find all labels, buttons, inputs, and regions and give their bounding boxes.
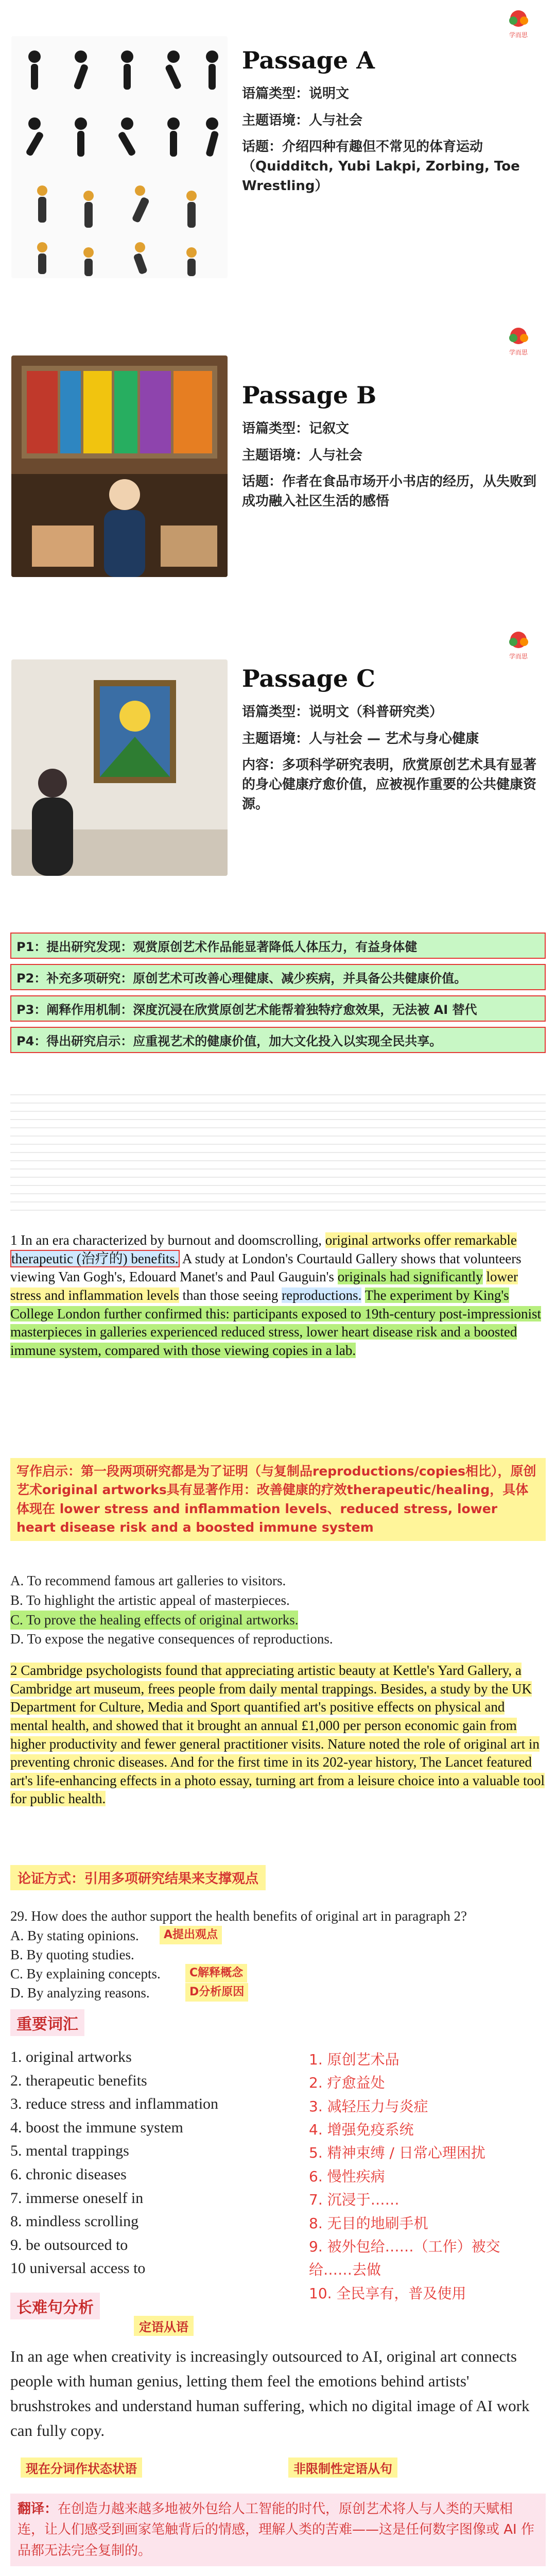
long-sentence-text: In an age when creativity is increasingly outsourced to AI, original art connects people with human genius, letting them feel the emotions behind artists' brushstrokes and understand human suffering, which no digital image of AI work can fully copy.	[10, 2347, 530, 2440]
q29-tag-c: C解释概念	[185, 1964, 247, 1982]
para1-highlight-a: original artworks offer remarkable	[325, 1232, 517, 1248]
para1-originals: originals had significantly	[337, 1269, 483, 1285]
structure-p1: P1：提出研究发现：观赏原创艺术作品能显著降低人体压力，有益身体健	[10, 933, 546, 959]
passage-b-section	[0, 325, 556, 613]
vocab-en-9: 9. be outsourced to	[10, 2236, 128, 2253]
argument-method-tip: 论证方式：引用多项研究结果来支撑观点	[10, 1865, 266, 1890]
q29-tag-d: D分析原因	[185, 1983, 248, 2001]
svg-text:学而思: 学而思	[509, 349, 528, 356]
vocab-cn-6: 6. 慢性疾病	[309, 2167, 385, 2185]
passage-b-genre: 语篇类型：记叙文	[242, 421, 350, 436]
vocab-en-1: 1. original artworks	[10, 2048, 132, 2065]
passage-a-section	[0, 0, 556, 309]
passage-a-genre: 语篇类型：说明文	[242, 86, 350, 101]
vocab-cn-3: 3. 减轻压力与炎症	[309, 2097, 428, 2115]
structure-notes	[0, 933, 556, 1221]
vocab-cn-9: 9. 被外包给……（工作）被交给……去做	[309, 2238, 500, 2279]
q29-option-d[interactable]: D. By analyzing reasons.	[10, 1985, 150, 2001]
translation-text: 在创造力越来越多地被外包给人工智能的时代，原创艺术将人与人类的天赋相连，让人们感受到画家笔触背后的情感，理解人类的苦难——这是任何数字图像或 AI 作品都无法完全复制的。	[18, 2501, 534, 2558]
option-d[interactable]: D. To expose the negative consequences of reproductions.	[10, 1631, 333, 1647]
vocab-cn-8: 8. 无目的地刷手机	[309, 2214, 428, 2232]
passage-b-title: Passage B	[242, 381, 377, 409]
passage-c-title: Passage C	[242, 665, 375, 692]
q29-stem: 29. How does the author support the health benefits of original art in paragraph 2?	[10, 1908, 467, 1924]
vocab-en-7: 7. immerse oneself in	[10, 2189, 144, 2207]
sentence-tag-attributive: 定语从语	[134, 2316, 194, 2336]
passage-a-topic: 话题：介绍四种有趣但不常见的体育运动（Quidditch, Yubi Lakpi, Zorbing, Toe Wrestling）	[242, 139, 520, 194]
svg-text:学而思: 学而思	[509, 31, 528, 39]
school-logo	[490, 325, 547, 361]
passage-c-genre: 语篇类型：说明文（科普研究类）	[242, 704, 443, 720]
vocab-en-6: 6. chronic diseases	[10, 2165, 127, 2183]
q29-option-b[interactable]: B. By quoting studies.	[10, 1947, 134, 1963]
q29-option-a[interactable]: A. By stating opinions.	[10, 1928, 139, 1944]
vocab-en-2: 2. therapeutic benefits	[10, 2072, 147, 2089]
para1-therapeutic: therapeutic (治疗的) benefits.	[11, 1250, 179, 1266]
passage-c-theme: 主题语境：人与社会 — 艺术与身心健康	[242, 731, 479, 747]
vocab-en-4: 4. boost the immune system	[10, 2119, 183, 2136]
faded-passage-text	[10, 1087, 546, 1211]
structure-p4: P4：得出研究启示：应重视艺术的健康价值，加大文化投入以实现全民共享。	[10, 1027, 546, 1053]
passage-a-info	[242, 46, 541, 203]
option-b[interactable]: B. To highlight the artistic appeal of masterpieces.	[10, 1592, 290, 1608]
bookstore-photo	[11, 355, 228, 577]
passage-c-section	[0, 629, 556, 917]
paragraph-2	[10, 1662, 546, 1808]
structure-p3: P3：阐释作用机制：深度沉浸在欣赏原创艺术能帮着独特疗愈效果，无法被 AI 替代	[10, 995, 546, 1022]
sentence-tag-participle: 现在分词作状态状语	[21, 2458, 142, 2478]
translation-block	[10, 2494, 546, 2566]
option-a[interactable]: A. To recommend famous art galleries to visitors.	[10, 1573, 286, 1588]
para1-reproductions: reproductions.	[282, 1287, 362, 1303]
passage-b-info	[242, 381, 541, 519]
vocab-cn-7: 7. 沉浸于……	[309, 2191, 399, 2209]
para1-than: than those seeing	[182, 1287, 279, 1303]
passage-a-title: Passage A	[242, 46, 375, 74]
para1-lead: 1 In an era characterized by burnout and doomscrolling,	[10, 1232, 322, 1248]
para2-text: 2 Cambridge psychologists found that appreciating artistic beauty at Kettle's Yard Gallery, a Cambridge art museum, frees people from daily mental trappings. Besides, a study by the UK Department for Culture, Media and Sport quantified art's positive effects on physical and mental health, and showed that it brought an annual £1,000 per person economic gain from higher productivity and fewer general practitioner visits. Nature noted the role of original art in preventing chronic diseases. And for the first time in its 202-year history, The Lancet featured art's life-enhancing effects in a photo essay, turning art from a leisure choice into a valuable tool for public health.	[10, 1663, 545, 1807]
long-sentence-label: 长难句分析	[10, 2293, 100, 2319]
q29-option-c[interactable]: C. By explaining concepts.	[10, 1966, 161, 1982]
para1-experiment: The experiment by King's College London further confirmed this: participants exposed to 19th-century post-impressionist masterpieces in galleries experienced reduced stress, lower heart disease risk and a boosted immune system, compared with those viewing copies in a lab.	[10, 1287, 542, 1358]
vocab-cn-4: 4. 增强免疫系统	[309, 2121, 414, 2139]
passage-c-content: 内容：多项科学研究表明，欣赏原创艺术具有显著的身心健康疗愈价值，应被视作重要的公共健康资源。	[242, 757, 537, 812]
vocab-label: 重要词汇	[10, 2009, 84, 2036]
svg-text:学而思: 学而思	[509, 653, 528, 660]
option-c[interactable]: C. To prove the healing effects of original artworks.	[10, 1611, 298, 1630]
structure-p2: P2：补充多项研究：原创艺术可改善心理健康、减少疾病，并具备公共健康价值。	[10, 964, 546, 990]
vocab-chinese-list	[309, 2048, 535, 2305]
passage-c-info	[242, 665, 541, 821]
vocab-english-list	[10, 2045, 218, 2280]
vocab-cn-10: 10. 全民享有，普及使用	[309, 2284, 466, 2302]
vocab-cn-1: 1. 原创艺术品	[309, 2051, 399, 2068]
writing-insight-note: 写作启示：第一段两项研究都是为了证明（与复制品reproductions/copies相比），原创艺术original artworks具有显著作用：改善健康的疗效therapeutic/healing，具体体现在 lower stress and inflammation levels、reduced stress, lower heart disease risk and a boosted immune system	[10, 1458, 546, 1541]
vocab-en-8: 8. mindless scrolling	[10, 2213, 139, 2230]
vocab-cn-2: 2. 疗愈益处	[309, 2074, 385, 2092]
school-logo	[490, 629, 547, 665]
translation-label: 翻译：	[18, 2501, 58, 2517]
sports-figures-image	[11, 36, 228, 278]
passage-b-theme: 主题语境：人与社会	[242, 447, 363, 463]
para1-study: A study at London's Courtauld Gallery shows that volunteers viewing Van Gogh's, Edouard Manet's and Paul Gauguin's	[10, 1250, 522, 1285]
school-logo	[490, 7, 547, 43]
vocab-cn-5: 5. 精神束缚 / 日常心理困扰	[309, 2144, 485, 2162]
paragraph-1	[10, 1231, 546, 1360]
passage-a-theme: 主题语境：人与社会	[242, 112, 363, 128]
sentence-tag-nonrestrictive: 非限制性定语从句	[288, 2458, 397, 2478]
vocab-en-3: 3. reduce stress and inflammation	[10, 2095, 219, 2113]
para1-lower-stress: lower stress and inflammation levels	[10, 1269, 518, 1303]
question-29	[10, 1906, 546, 2003]
vocab-en-10: 10 universal access to	[10, 2260, 146, 2277]
gallery-photo	[11, 659, 228, 876]
vocab-en-5: 5. mental trappings	[10, 2142, 129, 2160]
q29-tag-a: A提出观点	[160, 1926, 222, 1944]
question-options-28	[10, 1571, 546, 1649]
passage-b-topic: 话题：作者在食品市场开小书店的经历，从失败到成功融入社区生活的感悟	[242, 474, 537, 510]
